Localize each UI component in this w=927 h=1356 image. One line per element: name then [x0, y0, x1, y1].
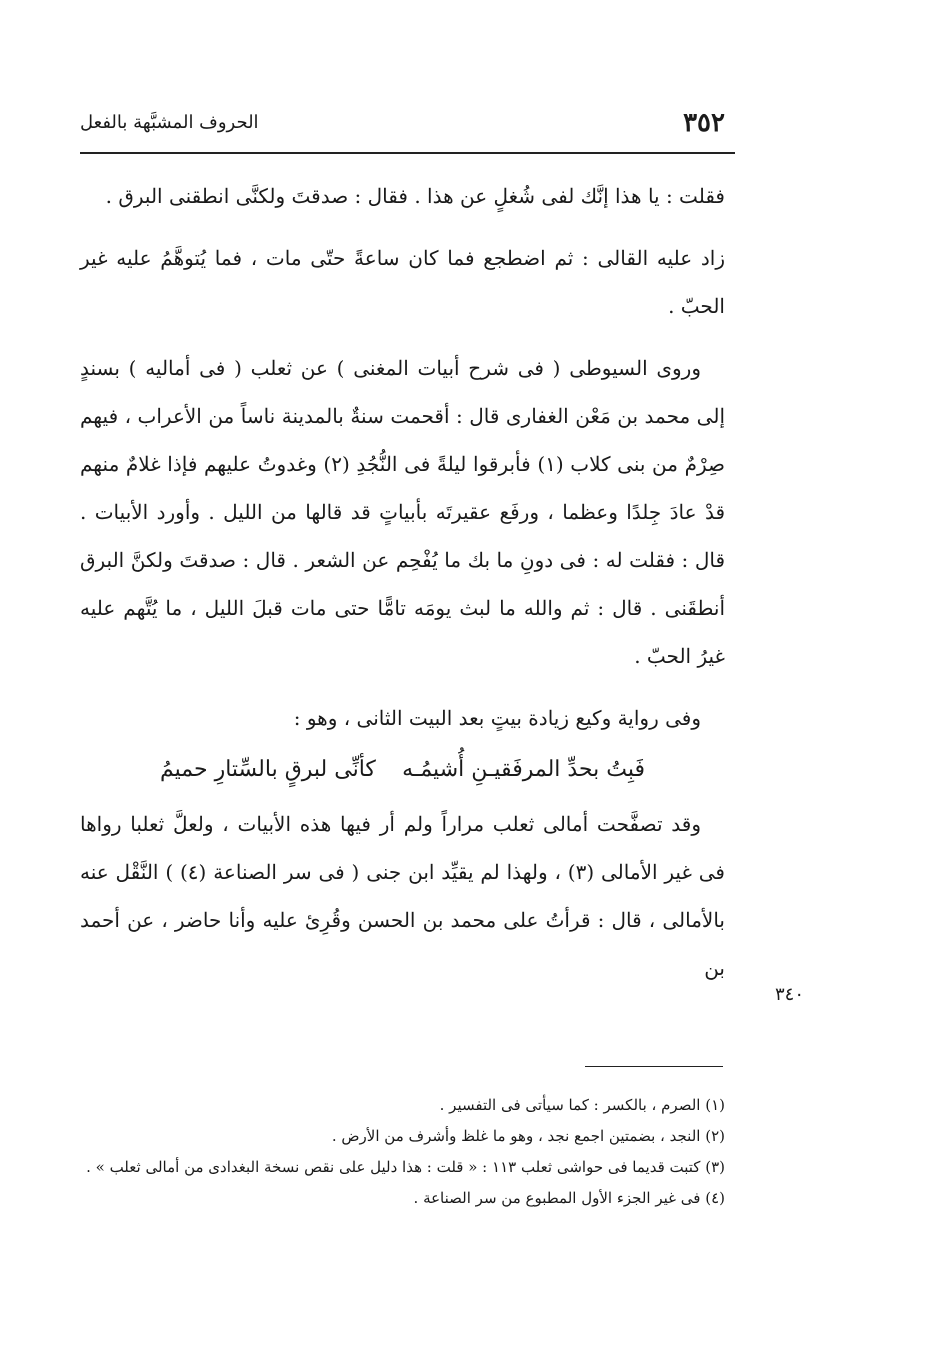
- page-number: ٣٥٢: [683, 108, 725, 138]
- paragraph-5: وقد تصفَّحت أمالى ثعلب مراراً ولم أر فيها هذه الأبيات ، ولعلَّ ثعلبا رواها فى غير الأمالى (٣) ، ولهذا لم يقيِّد ابن جنى ( فى سر الصناعة (٤) ) النَّقْل عنه بالأمالى ، قال : قرأتُ على محمد بن الحسن وقُرِئ عليه وأنا حاضر ، عن أحمد بن: [80, 812, 725, 980]
- main-text: [80, 172, 725, 992]
- paragraph-2: زاد عليه القالى : ثم اضطجع فما كان ساعةً حتّى مات ، فما يُتوهَّمُ عليه غير الحبّ .: [80, 246, 725, 318]
- footnote-4: (٤) فى غير الجزء الأول المطبوع من سر الصناعة .: [413, 1189, 725, 1207]
- footnote-rule: [585, 1066, 723, 1067]
- footnote-3: (٣) كتبت قديما فى حواشى ثعلب ١١٣ : « قلت : هذا دليل على نقص نسخة البغدادى من أمالى ثعلب » .: [86, 1158, 725, 1176]
- poetry-verse: [80, 746, 725, 794]
- page-header: [80, 108, 735, 148]
- footnote-1: (١) الصرم ، بالكسر : كما سيأتى فى التفسير .: [439, 1096, 725, 1114]
- paragraph-gap: [80, 330, 725, 344]
- margin-number: ٣٤٠: [775, 984, 805, 1005]
- verse-first-hemistich: فَبِتُ بحدِّ المرفَقيـنِ أُشيمُـه: [402, 757, 645, 782]
- paragraph-1: فقلت : يا هذا إنَّك لفى شُغلٍ عن هذا . فقال : صدقتَ ولكنَّى انطقنى البرق .: [105, 184, 725, 208]
- paragraph-4: وفى رواية وكيع زيادة بيتٍ بعد البيت الثانى ، وهو :: [293, 706, 701, 730]
- header-rule: [80, 152, 735, 154]
- paragraph-3: وروى السيوطى ( فى شرح أبيات المغنى ) عن ثعلب ( فى أماليه ) بسندٍ إلى محمد بن مَعْن الغفارى قال : أقحمت سنةٌ بالمدينة ناساً من الأعراب ، فيهم صِرْمٌ من بنى كلاب (١) فأبرقوا ليلةً فى النُّجُدِ (٢) وغدوتُ عليهم فإذا غلامٌ منهم قدْ عادَ جِلدًا وعظما ، ورفَع عقيرتَه بأبياتٍ قد قالها من الليل . وأورد الأبيات . قال : فقلت له : فى دونِ ما بك ما يُفْحِم عن الشعر . قال : صدقتَ ولكنَّ البرق أنطقَنى . قال : ثم والله ما لبث يومَه تامًّا حتى مات قبلَ الليل ، ما يُتَّهم عليه غيرُ الحبّ .: [80, 356, 725, 668]
- verse-second-hemistich: كأنِّى لبرقٍ بالسِّتارِ حميمُ: [160, 757, 376, 782]
- running-title: الحروف المشبَّهة بالفعل: [80, 112, 259, 133]
- paragraph-gap: [80, 220, 725, 234]
- paragraph-gap: [80, 680, 725, 694]
- footnote-2: (٢) النجد ، بضمتين اجمع نجد ، وهو ما غلظ وأشرف من الأرض .: [331, 1127, 725, 1145]
- footnotes: [80, 1090, 725, 1214]
